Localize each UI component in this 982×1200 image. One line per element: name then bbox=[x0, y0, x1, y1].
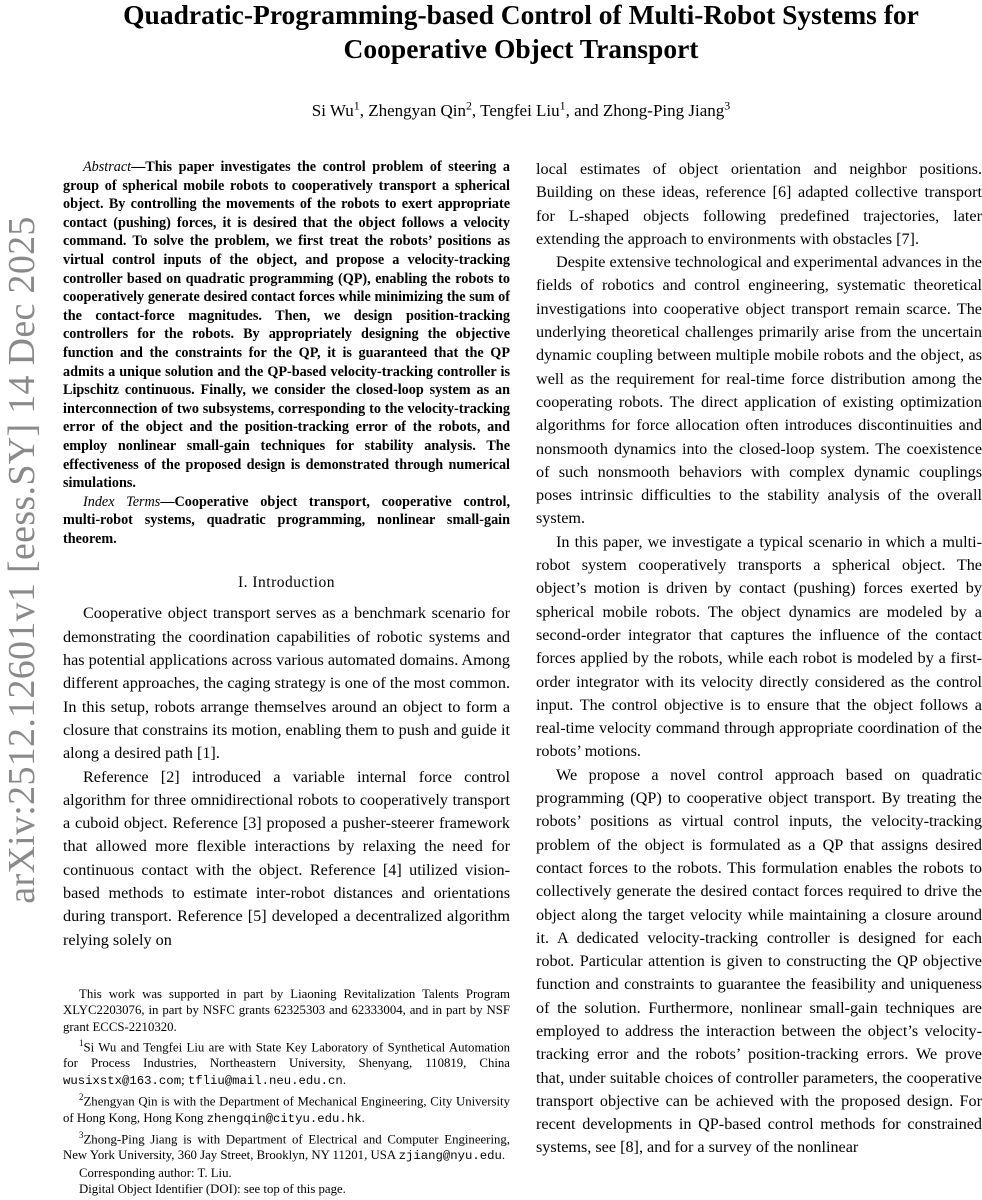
corresponding-author: Corresponding author: T. Liu. bbox=[79, 1165, 232, 1180]
abstract: Abstract—This paper investigates the control problem of steering a group of spherical mobile robots to cooperatively transport a spherical object. By controlling the movements of the robots to exert appropriate contact (pushing) forces, it is desired that the object follows a velocity command. To solve the problem, we first treat the robots’ positions as virtual control inputs of the object, and propose a velocity-tracking controller based on quadratic programming (QP), enabling the robots to cooperatively generate desired contact forces while minimizing the sum of the contact-force magnitudes. Then, we design position-tracking controllers for the robots. By appropriately designing the objective function and the constraints for the QP, it is guaranteed that the QP admits a unique solution and the QP-based velocity-tracking controller is Lipschitz continuous. Finally, we consider the closed-loop system as an interconnection of two subsystems, corresponding to the velocity-tracking error of the object and the position-tracking error of the robots, and employ nonlinear small-gain techniques for stability analysis. The effectiveness of the proposed design is demonstrated through numerical simulations. bbox=[63, 159, 510, 492]
paragraph: local estimates of object orientation and neighbor positions. Building on these ideas, reference [6] adapted collective transport for L-shaped objects following predefined trajectories, later extending the approach to environments with obstacles [7]. bbox=[536, 160, 982, 248]
affiliation-footnote-1: $^1$Si Wu and Tengfei Liu are with State Key Laboratory of Synthetical Automation for Process Industries, Northeastern University, Shenyang, 110819, China wusixstx@163.com; tfliu@mail.neu.edu.cn. bbox=[63, 1037, 510, 1088]
author-list bbox=[60, 94, 982, 122]
author: Zhong-Ping Jiang$^3$ bbox=[602, 98, 731, 120]
email: wusixstx@163.com bbox=[63, 1073, 182, 1088]
left-column bbox=[63, 158, 510, 952]
paragraph: Cooperative object transport serves as a benchmark scenario for demonstrating the coordination capabilities of robotic systems and has potential applications across various automated domains. Among different approaches, the caging strategy is one of the most common. In this setup, robots arrange themselves around an object to form a closure that constrains its motion, enabling them to push and guide it along a desired path [1]. bbox=[63, 604, 510, 763]
abstract-label: Abstract bbox=[83, 159, 132, 175]
index-terms: Index Terms—Cooperative object transport, cooperative control, multi-robot systems, quadratic programming, nonlinear small-gain theorem. bbox=[63, 493, 510, 547]
author: Tengfei Liu$^1$, and bbox=[480, 98, 603, 120]
author: Zhengyan Qin$^2$, bbox=[368, 98, 481, 120]
email: tfliu@mail.neu.edu.cn bbox=[187, 1073, 343, 1088]
right-column bbox=[536, 158, 982, 1160]
abstract-text: This paper investigates the control problem of steering a group of spherical mobile robots to cooperatively transport a spherical object. By controlling the movements of the robots to exert appropriate contact (pushing) forces, it is desired that the object follows a velocity command. To solve the problem, we first treat the robots’ positions as virtual control inputs of the object, and propose a velocity-tracking controller based on quadratic programming (QP), enabling the robots to cooperatively generate desired contact forces while minimizing the sum of the contact-force magnitudes. Then, we design position-tracking controllers for the robots. By appropriately designing the objective function and the constraints for the QP, it is guaranteed that the QP admits a unique solution and the QP-based velocity-tracking controller is Lipschitz continuous. Finally, we consider the closed-loop system as an interconnection of two subsystems, corresponding to the velocity-tracking error of the object and the position-tracking error of the robots, and employ nonlinear small-gain techniques for stability analysis. The effectiveness of the proposed design is demonstrated through numerical simulations. bbox=[63, 159, 510, 492]
arxiv-sidebar-stamp bbox=[0, 0, 44, 1200]
affiliation-footnote-3: $^3$Zhong-Ping Jiang is with Department of Electrical and Computer Engineering, New York University, 360 Jay Street, Brooklyn, NY 11201, USA zjiang@nyu.edu. bbox=[63, 1129, 510, 1164]
index-terms-label: Index Terms bbox=[83, 493, 161, 510]
section-heading: I. Introduction bbox=[237, 574, 336, 592]
paragraph: Reference [2] introduced a variable internal force control algorithm for three omnidirectional robots to cooperatively transport a cuboid object. Reference [3] proposed a pusher-steerer framework that allowed more flexible interactions by relaxing the need for continuous contact with the object. Reference [4] utilized vision-based methods to estimate inter-robot distances and orientations during transport. Reference [5] developed a decentralized algorithm relying solely on bbox=[63, 767, 510, 949]
author: Si Wu$^1$, bbox=[311, 98, 369, 120]
index-terms-text: Cooperative object transport, cooperative control, multi-robot systems, quadratic programming, nonlinear small-gain theorem. bbox=[63, 493, 510, 547]
email: zhengqin@cityu.edu.hk bbox=[206, 1111, 362, 1126]
paragraph: In this paper, we investigate a typical scenario in which a multi-robot system cooperatively transports a spherical object. The object’s motion is driven by contact (pushing) forces exerted by spherical mobile robots. The object dynamics are modeled by a second-order integrator that captures the influence of the contact forces applied by the robots, while each robot is modeled by a first-order integrator with its velocity directly considered as the control input. The control objective is to ensure that the object follows a real-time velocity command through appropriate coordination of the robots’ motions. bbox=[536, 532, 982, 761]
footnotes bbox=[63, 986, 510, 1197]
paper-title: Quadratic-Programming-based Control of Multi-Robot Systems for Cooperative Object Transport bbox=[123, 0, 919, 64]
doi-note: Digital Object Identifier (DOI): see top of this page. bbox=[79, 1182, 346, 1197]
email: zjiang@nyu.edu bbox=[398, 1149, 502, 1164]
arxiv-identifier: arXiv:2512.12601v1 [eess.SY] 14 Dec 2025 bbox=[1, 216, 43, 904]
paragraph: Despite extensive technological and experimental advances in the fields of robotics and control engineering, systematic theoretical investigations into cooperative object transport remain scarce. The underlying theoretical challenges primarily arise from the uncertain dynamic coupling between multiple mobile robots and the object, as well as the requirement for real-time force distribution among the cooperating robots. The direct application of existing optimization algorithms for force allocation often introduces discontinuities and nonsmooth dynamics into the closed-loop system. The coexistence of such nonsmooth behaviors with complex dynamic couplings poses intrinsic difficulties to the stability analysis of the overall system. bbox=[536, 253, 982, 528]
affiliation-footnote-2: $^2$Zhengyan Qin is with the Department of Mechanical Engineering, City University of Hong Kong, Hong Kong zhengqin@cityu.edu.hk. bbox=[63, 1092, 510, 1126]
paragraph: We propose a novel control approach based on quadratic programming (QP) to cooperative object transport. By treating the robots’ positions as virtual control inputs, the velocity-tracking problem of the object is formulated as a QP that assigns desired contact forces to the robots. This formulation enables the robots to collectively generate the desired contact forces required to drive the object along the target velocity while maintaining a closure around it. A dedicated velocity-tracking controller is designed for each robot. Particular attention is given to constructing the QP objective function and constraints to guarantee the feasibility and uniqueness of the solution. Furthermore, nonlinear small-gain techniques are employed to address the interaction between the object’s velocity-tracking error and the robots’ position-tracking errors. We prove that, under suitable choices of controller parameters, the cooperative transport objective can be achieved with the proposed design. For recent developments in QP-based control methods for constrained systems, see [8], and for a survey of the nonlinear bbox=[536, 765, 982, 1157]
funding-footnote: This work was supported in part by Liaoning Revitalization Talents Program XLYC2203076, in part by NSFC grants 62325303 and 62333004, and in part by NSF grant ECCS-2210320. bbox=[63, 987, 510, 1034]
